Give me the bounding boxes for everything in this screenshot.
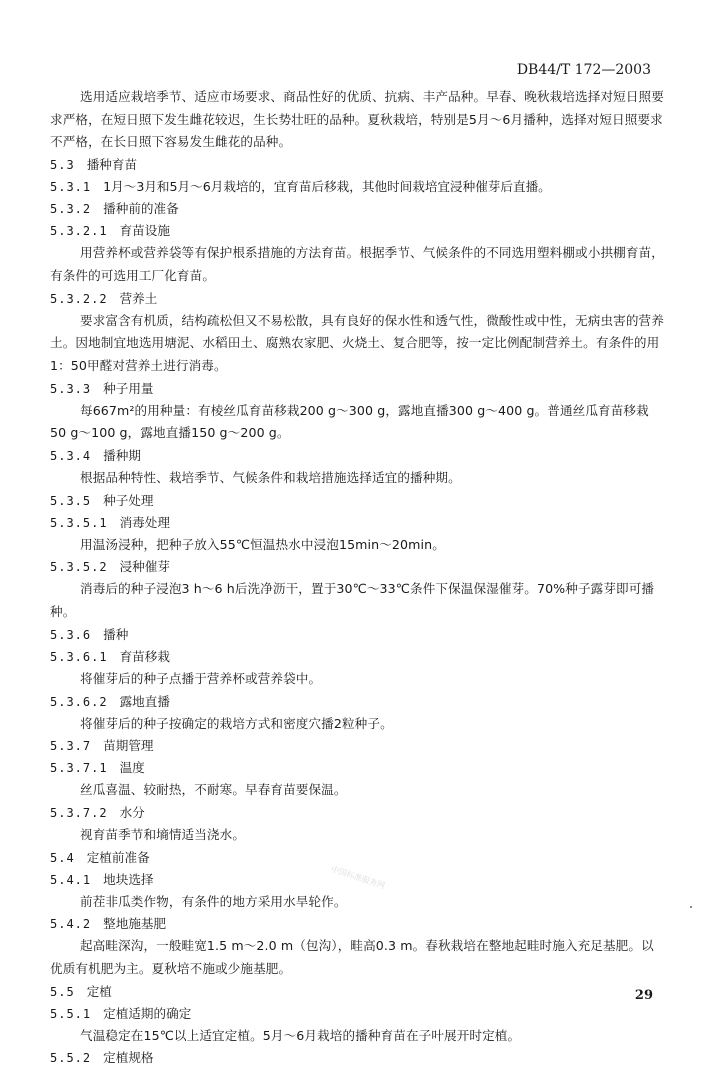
section-number: 5.3.5 (50, 493, 92, 508)
section-title: 温度 (119, 760, 145, 776)
section-number: 5.4.1 (50, 872, 92, 887)
section-heading (50, 490, 665, 512)
section-number: 5.3.5.1 (50, 515, 108, 530)
section-number: 5.3 (50, 158, 75, 173)
section-title: 苗期管理 (103, 738, 154, 754)
section-heading (50, 981, 665, 1003)
section-heading (50, 445, 665, 467)
section-heading (50, 847, 665, 869)
section-heading (50, 556, 665, 578)
section-title: 定植前准备 (86, 849, 150, 865)
section-title: 消毒处理 (119, 514, 170, 530)
section-heading (50, 220, 665, 242)
section-number: 5.3.7 (50, 739, 92, 754)
body-paragraph: 前茬非瓜类作物，有条件的地方采用水旱轮作。 (80, 893, 347, 909)
scan-speck (690, 906, 692, 908)
section-heading (50, 1003, 665, 1025)
body-paragraph: 用营养杯或营养袋等有保护根系措施的方法育苗。根据季节、气候条件的不同选用塑料棚或小拱棚育苗，有条件的可选用工厂化育苗。 (50, 245, 664, 283)
section-heading (50, 691, 665, 713)
section-title: 种子处理 (103, 492, 154, 508)
section-number: 5.3.7.1 (50, 761, 108, 776)
body-paragraph: 用温汤浸种，把种子放入55℃恒温热水中浸泡15min～20min。 (80, 536, 445, 552)
standard-number: DB44/T 172—2003 (516, 62, 651, 78)
section-heading (50, 735, 665, 757)
section-heading (50, 198, 665, 220)
body-paragraph: 要求富含有机质，结构疏松但又不易松散，具有良好的保水性和透气性，微酸性或中性，无病虫害的营养土。因地制宜地选用塘泥、水稻田土、腐熟农家肥、火烧土、复合肥等，按一定比例配制营养土。有条件的用1：50甲醛对营养土进行消毒。 (50, 312, 664, 373)
section-title: 露地直播 (119, 693, 170, 709)
section-number: 5.3.6.1 (50, 649, 108, 664)
section-title: 种子用量 (103, 380, 154, 396)
section-title: 定植适期的确定 (103, 1005, 192, 1021)
section-number: 5.3.7.2 (50, 805, 108, 820)
watermark: 中国标准服务网 (329, 864, 387, 891)
section-title: 定植 (86, 983, 112, 999)
section-title: 整地施基肥 (103, 916, 167, 932)
section-title: 营养土 (119, 290, 158, 306)
body-paragraph: 将催芽后的种子点播于营养杯或营养袋中。 (80, 670, 322, 686)
section-title: 播种期 (103, 448, 141, 464)
section-number: 5.5.2 (50, 1051, 92, 1066)
section-number: 5.4 (50, 850, 75, 865)
section-number: 5.3.3 (50, 381, 92, 396)
section-number: 5.5.1 (50, 1006, 92, 1021)
body-paragraph: 每667m²的用种量：有棱丝瓜育苗移栽200 g～300 g，露地直播300 g～400 g。普通丝瓜育苗移栽50 g～100 g，露地直播150 g～200 g。 (50, 402, 649, 441)
section-title: 浸种催芽 (119, 559, 170, 575)
section-title: 1月～3月和5月～6月栽培的，宜育苗后移栽，其他时间栽培宜浸种催芽后直播。 (103, 179, 551, 195)
section-heading (50, 869, 665, 891)
section-title: 水分 (119, 804, 145, 820)
section-heading (50, 646, 665, 668)
body-paragraph: 气温稳定在15℃以上适宜定植。5月～6月栽培的播种育苗在子叶展开时定植。 (80, 1027, 521, 1043)
section-number: 5.3.2.1 (50, 224, 108, 239)
section-title: 育苗设施 (119, 223, 170, 239)
section-heading (50, 913, 665, 935)
body-paragraph: 起高畦深沟，一般畦宽1.5 m～2.0 m（包沟），畦高0.3 m。春秋栽培在整地起畦时施入充足基肥。以优质有机肥为主。夏秋培不施或少施基肥。 (50, 938, 654, 977)
body-paragraph: 根据品种特性、栽培季节、气候条件和栽培措施选择适宜的播种期。 (80, 470, 461, 486)
section-number: 5.3.1 (50, 180, 92, 195)
section-title: 播种育苗 (86, 157, 138, 173)
section-title: 播种 (103, 626, 129, 642)
section-number: 5.3.2.2 (50, 291, 108, 306)
section-title: 育苗移栽 (119, 648, 170, 664)
body-paragraph: 消毒后的种子浸泡3 h～6 h后洗净沥干，置于30℃～33℃条件下保温保湿催芽。70%种子露芽即可播种。 (50, 581, 655, 620)
section-heading (50, 802, 665, 824)
section-number: 5.3.2 (50, 202, 92, 217)
body-paragraph: 选用适应栽培季节、适应市场要求、商品性好的优质、抗病、丰产品种。早春、晚秋栽培选择对短日照要求严格，在短日照下发生雌花较迟，生长势壮旺的品种。夏秋栽培，特别是5月～6月播种，选择对短日照要求不严格，在长日照下容易发生雌花的品种。 (50, 89, 664, 150)
section-number: 5.5 (50, 984, 75, 999)
document-body (50, 86, 665, 1069)
section-title: 地块选择 (103, 871, 154, 887)
section-heading (50, 512, 665, 534)
section-heading (50, 378, 665, 400)
section-number: 5.4.2 (50, 917, 92, 932)
section-heading (50, 624, 665, 646)
section-number: 5.3.4 (50, 449, 92, 464)
section-heading (50, 1047, 665, 1069)
section-heading (50, 288, 665, 310)
body-paragraph: 丝瓜喜温、较耐热，不耐寒。早春育苗要保温。 (80, 782, 347, 798)
section-number: 5.3.6.2 (50, 694, 108, 709)
section-title: 播种前的准备 (103, 201, 179, 217)
section-heading (50, 757, 665, 779)
page-number: 29 (634, 988, 653, 1003)
section-heading (50, 154, 665, 176)
section-number: 5.3.5.2 (50, 560, 108, 575)
section-number: 5.3.6 (50, 627, 92, 642)
body-paragraph: 将催芽后的种子按确定的栽培方式和密度穴播2粒种子。 (80, 715, 393, 731)
section-title: 定植规格 (103, 1050, 154, 1066)
section-heading (50, 176, 665, 198)
body-paragraph: 视育苗季节和墒情适当浇水。 (80, 826, 246, 842)
